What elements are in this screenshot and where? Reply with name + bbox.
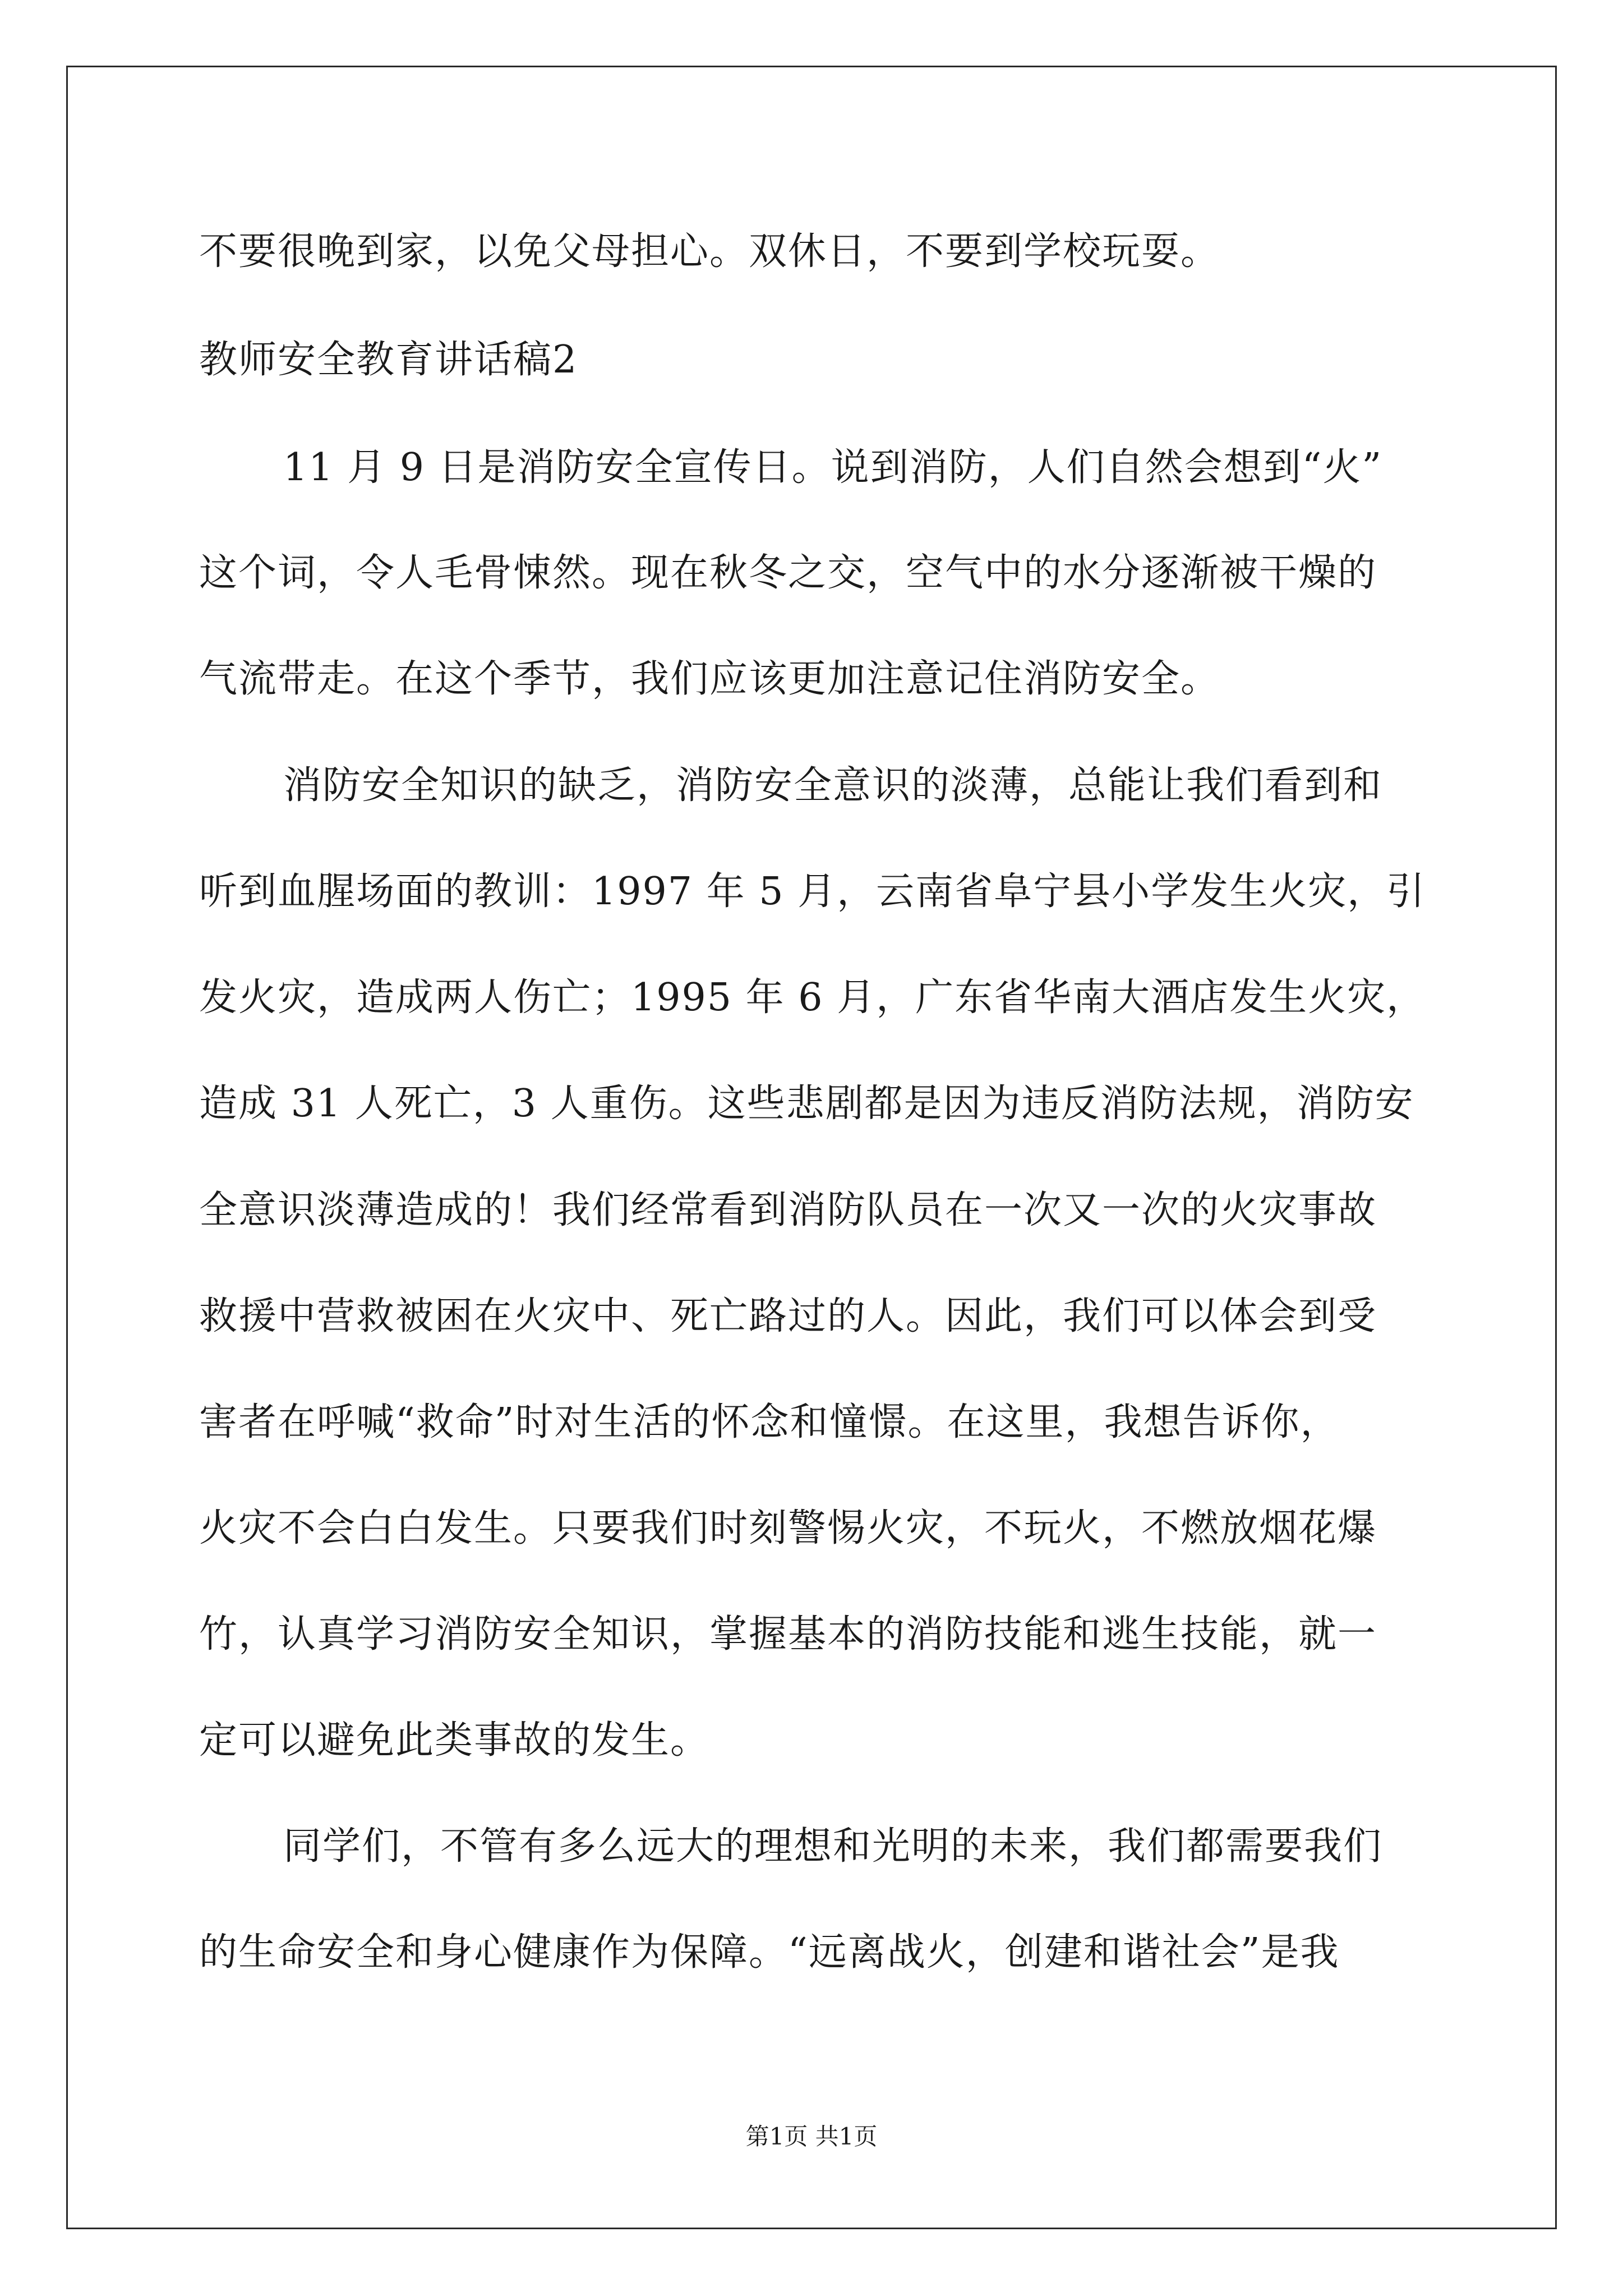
body-line: 救援中营救被困在火灾中、死亡路过的人。因此，我们可以体会到受 xyxy=(199,1294,1377,1338)
body-line: 定可以避免此类事故的发生。 xyxy=(199,1718,710,1763)
body-line: 11 月 9 日是消防安全宣传日。说到消防，人们自然会想到“火” xyxy=(283,445,1383,490)
body-line: 同学们，不管有多么远大的理想和光明的未来，我们都需要我们 xyxy=(283,1824,1383,1869)
body-line: 害者在呼喊“救命”时对生活的怀念和憧憬。在这里，我想告诉你， xyxy=(199,1400,1340,1444)
page-footer: 第1页 共1页 xyxy=(745,2123,878,2150)
page-border xyxy=(66,66,1557,2229)
section-heading: 教师安全教育讲话稿2 xyxy=(199,338,578,382)
body-line: 竹，认真学习消防安全知识，掌握基本的消防技能和逃生技能，就一 xyxy=(199,1612,1377,1657)
body-line: 全意识淡薄造成的！我们经常看到消防队员在一次又一次的火灾事故 xyxy=(199,1188,1377,1232)
body-line: 发火灾，造成两人伤亡；1995 年 6 月，广东省华南大酒店发生火灾， xyxy=(199,976,1426,1020)
body-line: 这个词，令人毛骨悚然。现在秋冬之交，空气中的水分逐渐被干燥的 xyxy=(199,551,1377,595)
body-line: 气流带走。在这个季节，我们应该更加注意记住消防安全。 xyxy=(199,657,1220,701)
body-line: 听到血腥场面的教训：1997 年 5 月，云南省阜宁县小学发生火灾，引 xyxy=(199,869,1426,914)
body-line: 火灾不会白白发生。只要我们时刻警惕火灾，不玩火，不燃放烟花爆 xyxy=(199,1506,1377,1550)
body-line: 不要很晚到家，以免父母担心。双休日，不要到学校玩耍。 xyxy=(199,229,1220,274)
body-line: 造成 31 人死亡，3 人重伤。这些悲剧都是因为违反消防法规，消防安 xyxy=(199,1082,1414,1126)
body-line: 的生命安全和身心健康作为保障。“远离战火，创建和谐社会”是我 xyxy=(199,1930,1340,1975)
body-line: 消防安全知识的缺乏，消防安全意识的淡薄，总能让我们看到和 xyxy=(283,763,1383,808)
